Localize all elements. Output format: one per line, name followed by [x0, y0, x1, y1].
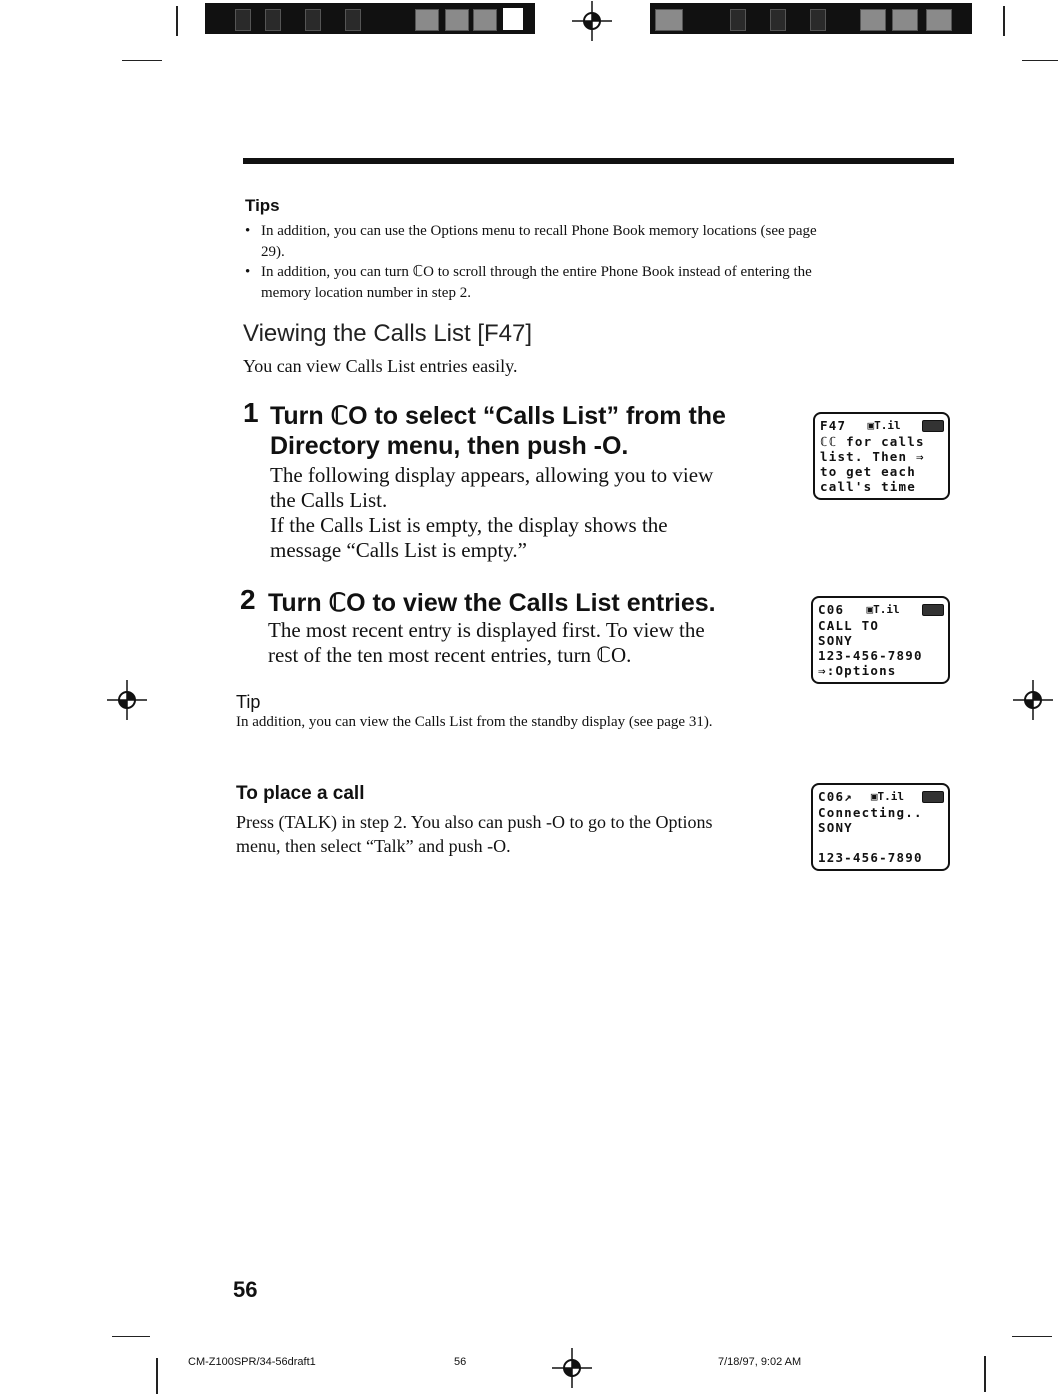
tips-heading: Tips — [245, 196, 280, 215]
crop-mark — [984, 1356, 986, 1392]
phone-display — [811, 596, 950, 684]
signal-icon: ▣T.il — [867, 419, 901, 432]
signal-icon: ▣T.il — [866, 603, 900, 616]
registration-target-icon — [572, 1, 612, 41]
battery-icon — [922, 604, 944, 616]
tip-text: In addition, you can turn ℂO to scroll through the entire Phone Book instead of entering the — [261, 264, 812, 280]
battery-icon — [922, 420, 944, 432]
function-code: C06 — [818, 602, 845, 617]
display-line: SONY — [818, 633, 853, 648]
step-body — [268, 618, 768, 668]
body-line: If the Calls List is empty, the display shows the — [270, 513, 668, 537]
section-title: Viewing the Calls List [F47] — [243, 320, 533, 347]
bullet-icon: • — [245, 264, 251, 280]
step-heading — [270, 401, 770, 461]
body-line: Press (TALK) in step 2. You also can push -O to go to the Options — [236, 812, 713, 832]
color-calibration-bar — [650, 3, 972, 34]
page-number: 56 — [233, 1277, 258, 1302]
phone-display — [813, 412, 950, 500]
phone-display — [811, 783, 950, 871]
footer-date: 7/18/97, 9:02 AM — [718, 1356, 802, 1368]
display-line: 123-456-7890 — [818, 850, 923, 865]
display-line: SONY — [818, 820, 853, 835]
body-line: The following display appears, allowing you to view — [270, 463, 714, 487]
display-line: call's time — [820, 479, 916, 494]
display-line: ℂℂ for calls — [820, 434, 925, 449]
color-calibration-bar — [205, 3, 535, 34]
step-body — [270, 463, 770, 563]
display-line: ⇒:Options — [818, 663, 897, 678]
bullet-icon: • — [245, 223, 251, 239]
function-code: C06↗ — [818, 789, 853, 804]
display-line: to get each — [820, 464, 916, 479]
step-heading-line: Directory menu, then push -O. — [270, 432, 629, 460]
place-call-body — [236, 810, 776, 858]
step-number: 2 — [240, 584, 256, 615]
footer-filename: CM-Z100SPR/34-56draft1 — [188, 1356, 316, 1368]
body-line: message “Calls List is empty.” — [270, 538, 528, 562]
step-number: 1 — [243, 397, 259, 428]
place-call-heading: To place a call — [236, 783, 365, 804]
body-line: The most recent entry is displayed first. To view the — [268, 618, 705, 642]
display-status-bar — [820, 417, 944, 434]
registration-target-icon — [552, 1348, 592, 1388]
tip-text: In addition, you can view the Calls List from the standby display (see page 31). — [236, 714, 713, 730]
crop-mark — [112, 1336, 150, 1337]
header-rule — [243, 158, 954, 164]
crop-mark — [176, 6, 178, 36]
display-line: 123-456-7890 — [818, 648, 923, 663]
crop-mark — [1022, 60, 1058, 61]
tip-text: In addition, you can use the Options menu to recall Phone Book memory locations (see page — [261, 223, 817, 239]
body-line: menu, then select “Talk” and push -O. — [236, 836, 511, 856]
registration-target-icon — [107, 680, 147, 720]
tip-text: memory location number in step 2. — [261, 285, 471, 301]
display-line: list. Then ⇒ — [820, 449, 925, 464]
crop-mark — [122, 60, 162, 61]
tip-text: 29). — [261, 244, 285, 260]
display-status-bar — [818, 788, 944, 805]
registration-target-icon — [1013, 680, 1053, 720]
display-line: CALL TO — [818, 618, 880, 633]
body-line: the Calls List. — [270, 488, 388, 512]
step-heading-line: Turn ℂO to select “Calls List” from the — [270, 402, 726, 430]
section-intro: You can view Calls List entries easily. — [243, 356, 518, 376]
footer-page: 56 — [454, 1356, 467, 1368]
crop-mark — [1012, 1336, 1052, 1337]
signal-icon: ▣T.il — [870, 790, 905, 803]
display-line — [818, 835, 944, 850]
function-code: F47 — [820, 418, 847, 433]
tip-bullet — [245, 221, 945, 263]
step-heading: Turn ℂO to view the Calls List entries. — [268, 589, 716, 617]
tip-heading: Tip — [236, 692, 261, 712]
battery-icon — [922, 791, 944, 803]
crop-mark — [156, 1358, 158, 1394]
display-line: Connecting.. — [818, 805, 923, 820]
display-status-bar — [818, 601, 944, 618]
crop-mark — [1003, 6, 1005, 36]
body-line: rest of the ten most recent entries, turn ℂO. — [268, 643, 632, 667]
tip-bullet — [245, 262, 945, 304]
